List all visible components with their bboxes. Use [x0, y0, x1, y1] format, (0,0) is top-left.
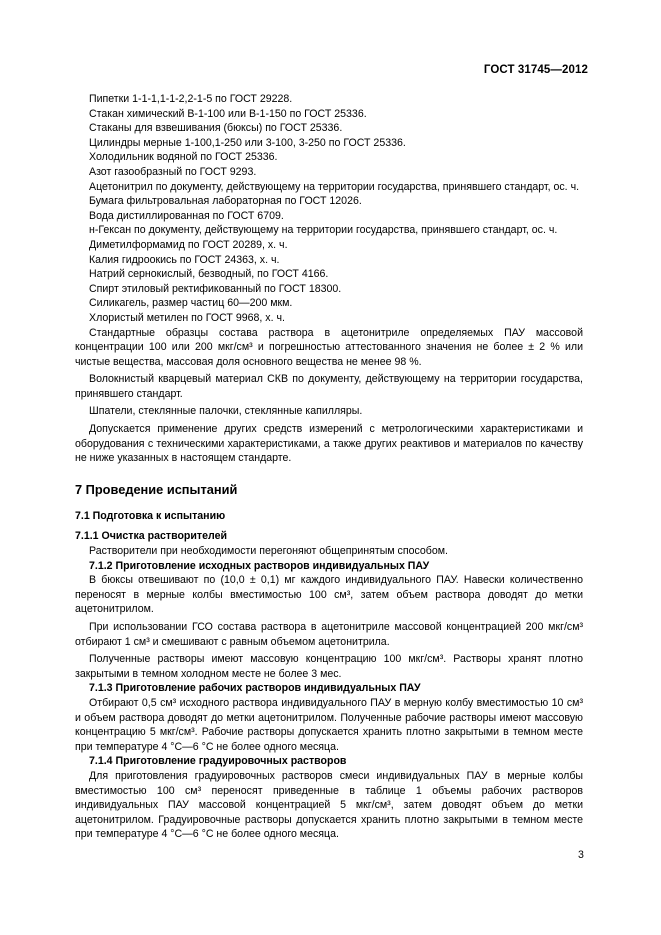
list-item: Бумага фильтровальная лабораторная по ГОСТ 12026.	[89, 195, 362, 208]
section-7-1-heading: 7.1 Подготовка к испытанию	[75, 509, 226, 522]
section-7-1-4-heading: 7.1.4 Приготовление градуировочных растворов	[89, 755, 347, 768]
page-content	[75, 92, 583, 842]
list-item: Пипетки 1-1-1,1-1-2,2-1-5 по ГОСТ 29228.	[89, 93, 293, 105]
paragraph-quartz-fiber: Волокнистый кварцевый материал СКВ по документу, действующему на территории государства, принявшего стандарт.	[75, 373, 583, 400]
list-item: н-Гексан по документу, действующему на территории государства, принявшего стандарт, ос. ч.	[89, 224, 558, 237]
list-item: Калия гидроокись по ГОСТ 24363, х. ч.	[89, 253, 280, 266]
list-item: Спирт этиловый ректификованный по ГОСТ 18300.	[89, 282, 342, 295]
section-7-1-2-paragraph: В бюксы отвешивают по (10,0 ± 0,1) мг каждого индивидуального ПАУ. Навески количественно переносят в мерные колбы вместимостью 100 см³, затем объем раствора доводят до метки ацетонитрилом.	[75, 574, 583, 616]
list-item: Холодильник водяной по ГОСТ 25336.	[89, 151, 278, 164]
section-7-1-1-text: Растворители при необходимости перегоняют общепринятым способом.	[89, 545, 448, 558]
section-7-1-2-paragraph: При использовании ГСО состава раствора в ацетонитриле массовой концентрацией 200 мкг/см³ отбирают 1 см³ и смешивают с равным объемом ацетонитрила.	[75, 621, 583, 648]
list-item: Вода дистиллированная по ГОСТ 6709.	[89, 209, 284, 222]
section-7-1-1-heading: 7.1.1 Очистка растворителей	[75, 530, 227, 543]
section-7-1-3-paragraph: Отбирают 0,5 см³ исходного раствора индивидуального ПАУ в мерную колбу вместимостью 10 см³ и объем раствора доводят до метки ацетонитрилом. Полученные рабочие растворы имеют массовую концентрацию 5 мкг/см³. Рабочие растворы допускается хранить плотно закрытыми в темном месте при температуре 4 °С—6 °С не более одного месяца.	[75, 696, 583, 753]
list-item: Хлористый метилен по ГОСТ 9968, х. ч.	[89, 311, 285, 324]
document-header: ГОСТ 31745—2012	[483, 64, 588, 76]
page-number: 3	[578, 849, 584, 861]
section-7-1-4-paragraph: Для приготовления градуировочных растворов смеси индивидуальных ПАУ в мерные колбы вместимостью 100 см³ переносят приведенные в таблице 1 объемы рабочих растворов индивидуальных ПАУ массовой концентрацией 5 мкг/см³, затем доводят объем до метки ацетонитрилом. Градуировочные растворы допускается хранить плотно закрытыми в темном месте при температуре 4 °С—6 °С не более одного месяца.	[75, 769, 583, 841]
list-item: Диметилформамид по ГОСТ 20289, х. ч.	[89, 238, 288, 251]
list-item: Ацетонитрил по документу, действующему на территории государства, принявшего стандарт, ос. ч.	[89, 180, 580, 193]
list-item: Стакан химический В-1-100 или В-1-150 по ГОСТ 25336.	[89, 107, 367, 120]
section-7-1-3-heading: 7.1.3 Приготовление рабочих растворов индивидуальных ПАУ	[89, 682, 421, 695]
list-item: Натрий сернокислый, безводный, по ГОСТ 4166.	[89, 268, 329, 281]
list-item: Стаканы для взвешивания (бюксы) по ГОСТ 25336.	[89, 122, 343, 135]
section-7-1-2-paragraph: Полученные растворы имеют массовую концентрацию 100 мкг/см³. Растворы хранят плотно закрытыми в темном холодном месте не более 3 мес.	[75, 653, 583, 680]
list-item: Силикагель, размер частиц 60—200 мкм.	[89, 297, 293, 310]
paragraph-standard-samples: Стандартные образцы состава раствора в ацетонитриле определяемых ПАУ массовой концентрации 100 или 200 мкг/см³ и погрешностью аттестованного значения не более ± 2 % или чистые вещества, массовая доля основного вещества не менее 98 %.	[75, 326, 583, 368]
equipment-list	[75, 92, 583, 326]
list-item: Азот газообразный по ГОСТ 9293.	[89, 165, 257, 178]
section-7-1-2-heading: 7.1.2 Приготовление исходных растворов индивидуальных ПАУ	[89, 559, 430, 572]
paragraph-spatulas: Шпатели, стеклянные палочки, стеклянные капилляры.	[89, 405, 363, 418]
list-item: Цилиндры мерные 1-100,1-250 или 3-100, 3-250 по ГОСТ 25336.	[89, 136, 406, 149]
section-7-heading: 7 Проведение испытаний	[75, 481, 238, 497]
paragraph-allowed-alternatives: Допускается применение других средств измерений с метрологическими характеристиками и оборудования с техническими характеристиками, а также других реактивов и материалов по качеству не ниже указанных в настоящем стандарте.	[75, 423, 583, 465]
